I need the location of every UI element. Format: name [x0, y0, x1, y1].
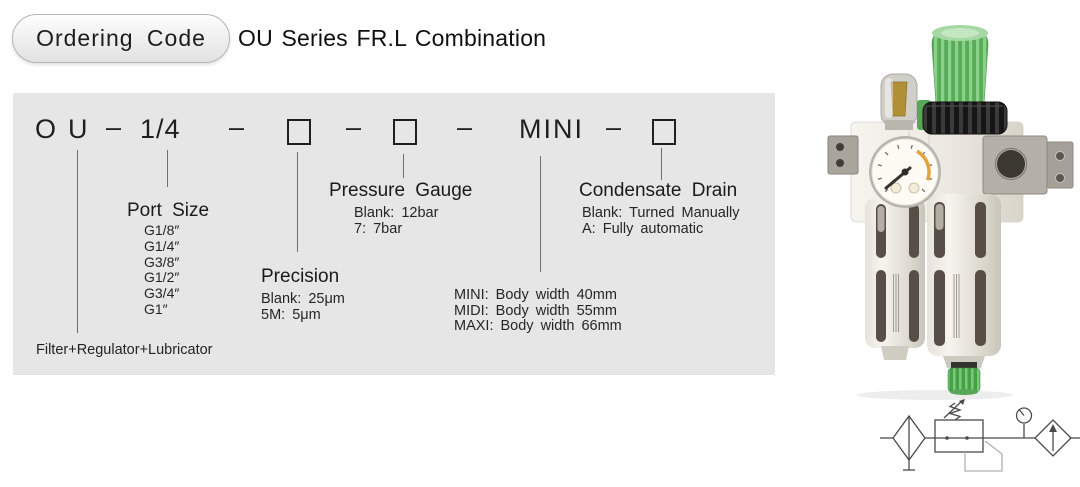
- pressure-gauge-option: 7: 7bar: [354, 221, 403, 237]
- page-title: OU Series FR.L Combination: [238, 25, 547, 51]
- code-separator: –: [106, 112, 122, 142]
- regulator-symbol: [935, 399, 1002, 471]
- pressure-gauge-options: [354, 205, 438, 237]
- ordering-code-panel: [13, 93, 775, 375]
- adjustment-knob: [932, 25, 988, 104]
- drain-valve: [948, 362, 980, 395]
- connector-line-port-size: [167, 150, 168, 187]
- frl-description: Filter+Regulator+Lubricator: [36, 342, 213, 358]
- ordering-code-badge: Ordering Code: [12, 14, 230, 63]
- port-size-options: [144, 223, 179, 318]
- code-separator: –: [606, 112, 622, 142]
- code-token-body-size: MINI: [519, 114, 584, 144]
- body-width-option: MIDI: Body width 55mm: [454, 302, 617, 319]
- oil-sight-dome: [881, 74, 917, 130]
- port-size-option: G3/8″: [144, 253, 180, 270]
- precision-label: Precision: [261, 266, 340, 287]
- code-token-series: OU: [35, 114, 100, 144]
- condensate-drain-option: A: Fully automatic: [582, 221, 704, 237]
- port-size-option: G1/2″: [144, 269, 180, 286]
- mounting-bracket-left: [828, 136, 858, 174]
- option-box-drain-icon: [652, 119, 676, 145]
- condensate-drain-options: [582, 205, 740, 237]
- port-size-label: Port Size: [127, 200, 210, 221]
- pressure-gauge: [869, 136, 941, 208]
- option-box-gauge-icon: [393, 119, 417, 145]
- product-photo: [815, 12, 1080, 402]
- connector-line-gauge: [403, 154, 404, 178]
- body-width-option: MINI: Body width 40mm: [454, 287, 617, 303]
- pressure-gauge-label: Pressure Gauge: [329, 180, 473, 201]
- code-separator: –: [346, 112, 362, 142]
- precision-option: Blank: 25μm: [261, 291, 345, 307]
- condensate-drain-option: Blank: Turned Manually: [582, 205, 740, 221]
- condensate-drain-label: Condensate Drain: [579, 180, 738, 201]
- connector-line-body-size: [540, 156, 541, 272]
- lock-ring: [923, 102, 1007, 134]
- pressure-gauge-option: Blank: 12bar: [354, 205, 439, 221]
- precision-option: 5M: 5μm: [261, 307, 321, 323]
- connector-line-frl: [77, 150, 78, 333]
- code-token-port-size: 1/4: [140, 114, 181, 144]
- body-width-options: [454, 288, 622, 335]
- lubricator-bowl: [927, 194, 1001, 368]
- precision-options: [261, 291, 345, 323]
- port-size-option: G1/4″: [144, 237, 180, 254]
- gauge-symbol: [1017, 408, 1032, 438]
- lubricator-symbol: [1035, 420, 1071, 456]
- port-size-option: G3/4″: [144, 285, 180, 302]
- mounting-bracket-right: [983, 136, 1073, 194]
- filter-symbol: [893, 416, 925, 470]
- code-separator: –: [457, 112, 473, 142]
- pneumatic-circuit-symbol: [880, 398, 1080, 482]
- connector-line-drain: [661, 148, 662, 180]
- port-size-option: G1″: [144, 300, 168, 317]
- option-box-precision-icon: [287, 119, 311, 145]
- body-width-option: MAXI: Body width 66mm: [454, 318, 622, 334]
- port-size-option: G1/8″: [144, 222, 180, 238]
- code-separator: –: [229, 112, 245, 142]
- filter-bowl: [865, 198, 925, 360]
- connector-line-precision: [297, 152, 298, 252]
